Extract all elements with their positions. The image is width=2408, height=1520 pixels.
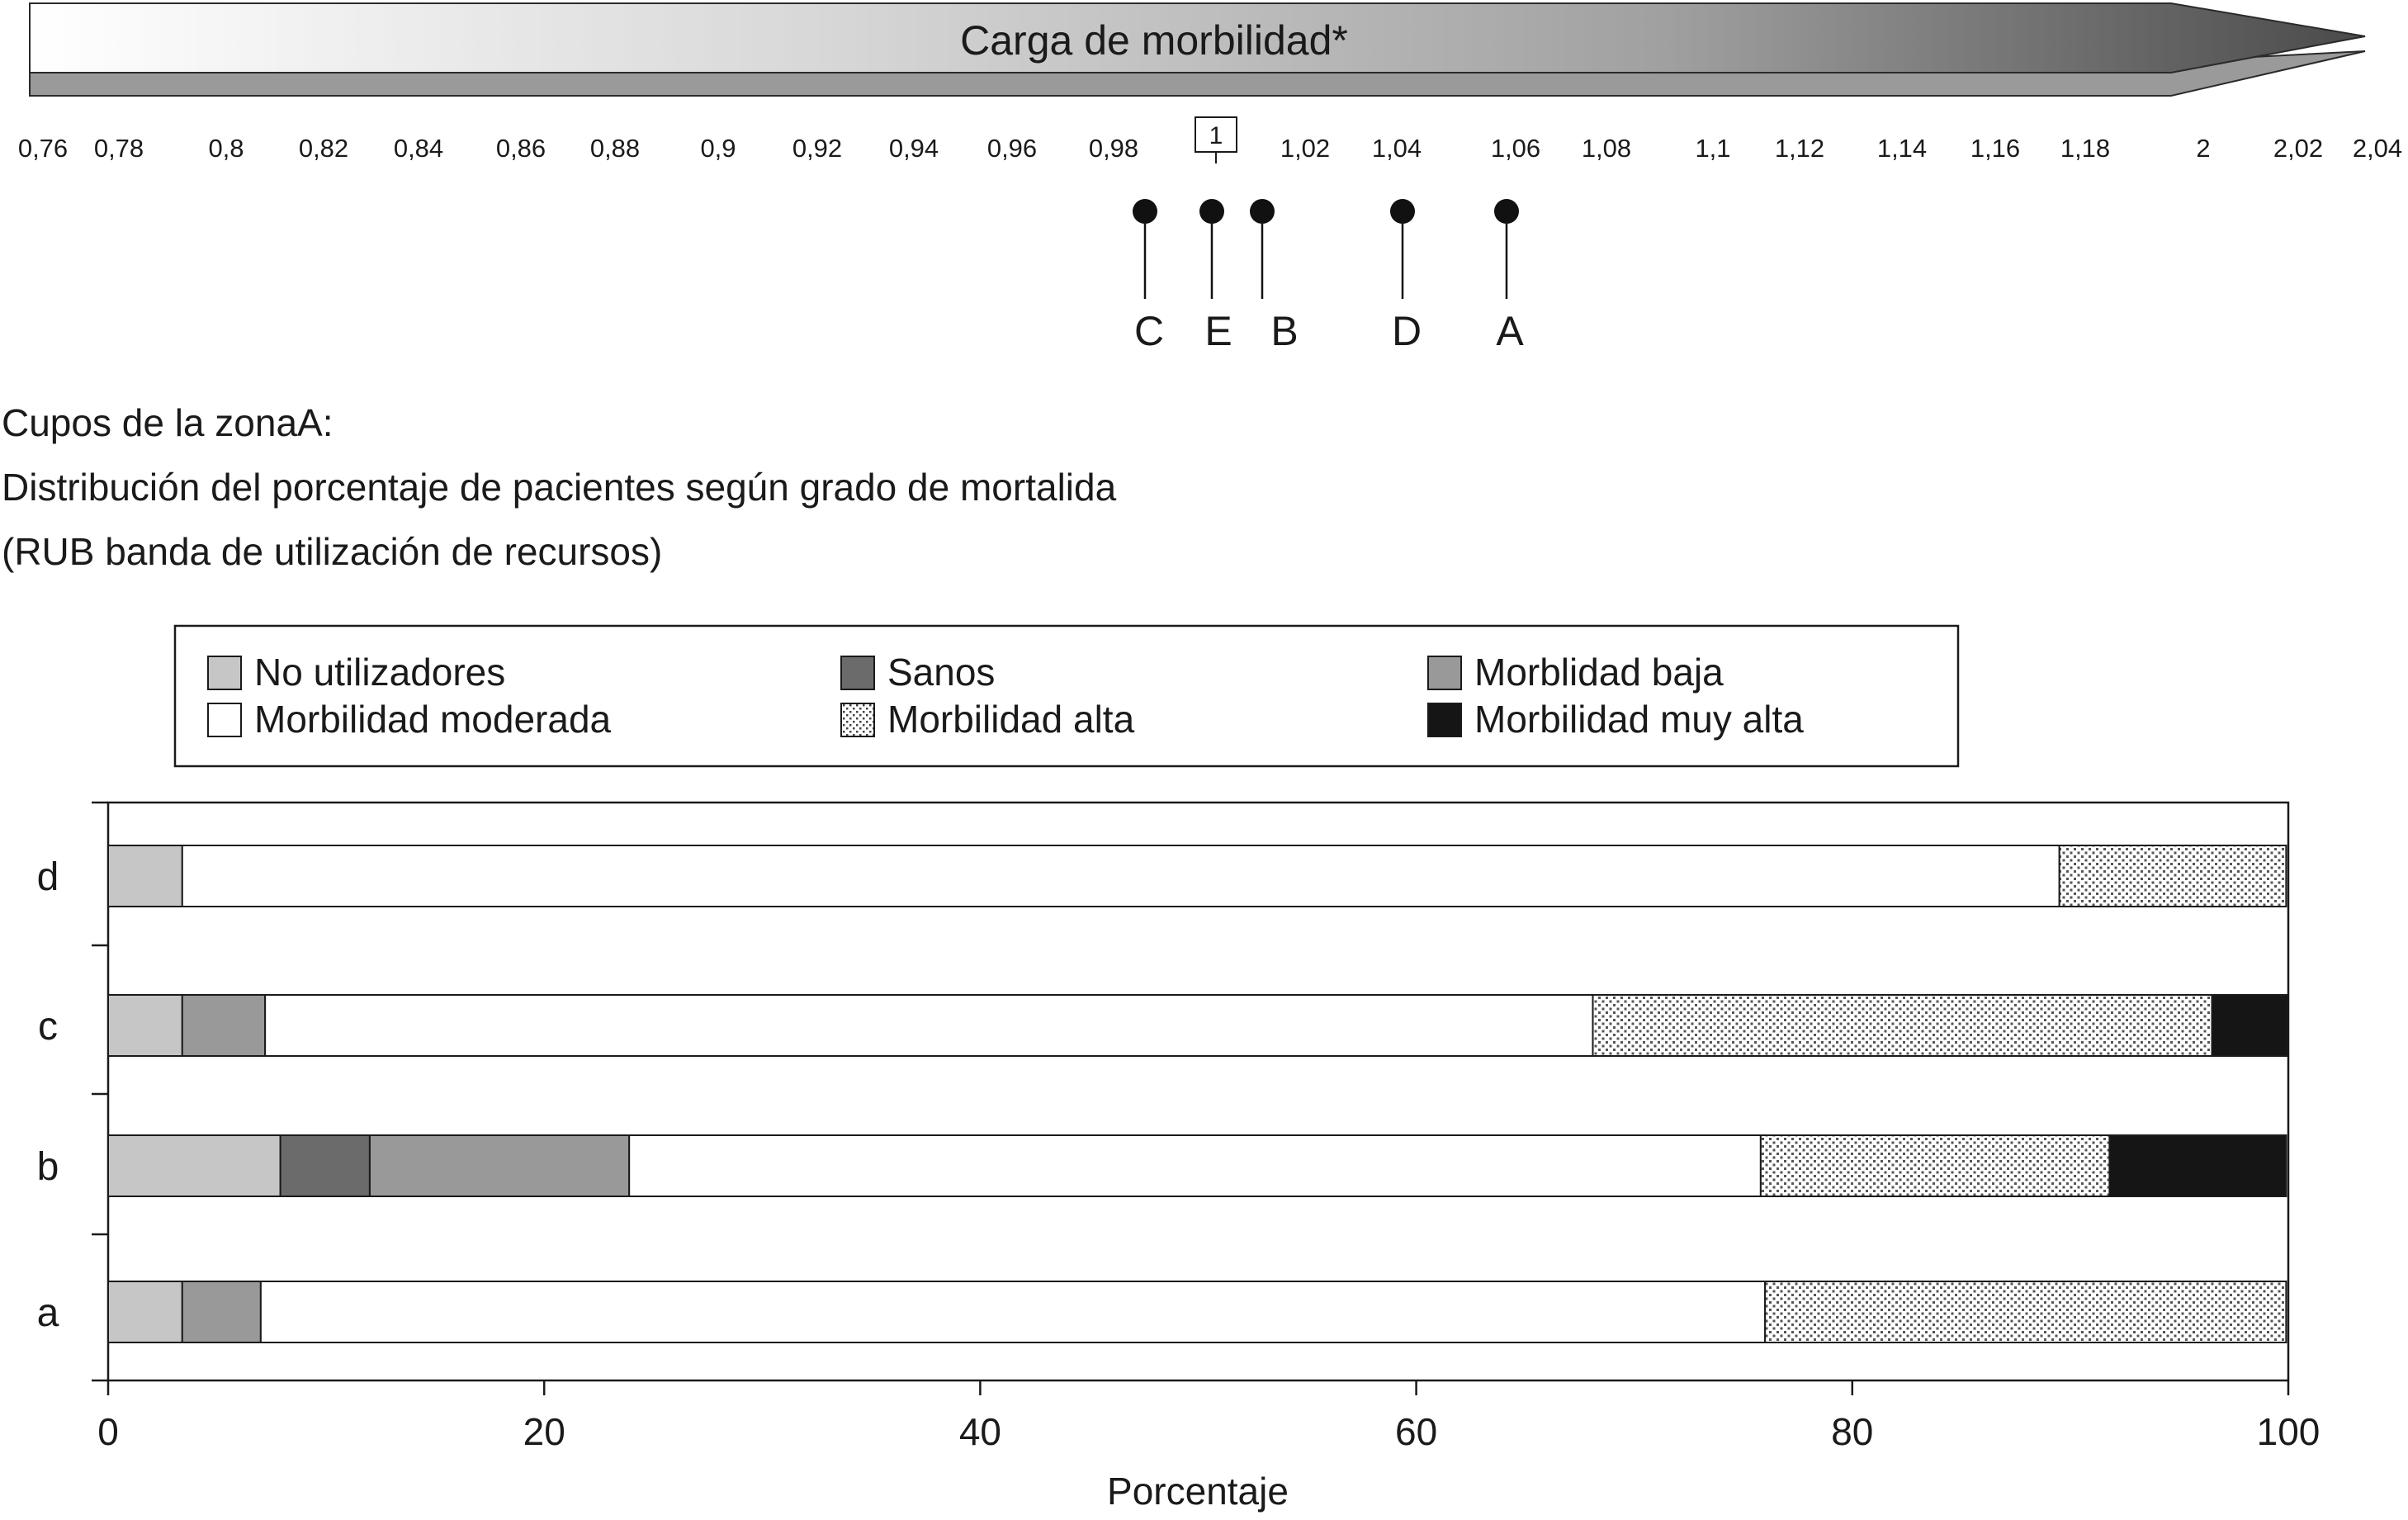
scale-tick-label: 0,88 — [589, 134, 641, 163]
legend-frame — [175, 626, 1958, 766]
scale-tick-label: 0,82 — [298, 134, 349, 163]
bar-segment — [2212, 995, 2288, 1056]
x-tick-label: 80 — [1831, 1410, 1874, 1453]
marker-label: A — [1496, 308, 1524, 354]
bar-segment — [1593, 995, 2212, 1056]
scale-tick-label: 0,94 — [888, 134, 939, 163]
legend-label: Morblidad baja — [1474, 651, 1724, 694]
morbidity-load-arrow — [30, 3, 2365, 96]
bar-segment — [281, 1135, 370, 1196]
scale-marker-d — [1390, 199, 1422, 354]
scale-marker-a — [1494, 199, 1524, 354]
legend-item — [841, 651, 995, 694]
scale-tick-label: 0,76 — [17, 134, 69, 163]
reference-marker — [1195, 117, 1237, 163]
legend-swatch — [1428, 656, 1461, 689]
legend-swatch — [841, 656, 874, 689]
legend-swatch — [841, 703, 874, 736]
scale-tick-label: 2,04 — [2352, 134, 2403, 163]
x-tick-label: 0 — [97, 1410, 119, 1453]
scale-marker-c — [1133, 199, 1164, 354]
scale-tick-label: 1,06 — [1490, 134, 1541, 163]
legend-swatch — [208, 656, 241, 689]
scale-tick-label: 2,02 — [2273, 134, 2324, 163]
bar-row-c — [108, 995, 2288, 1056]
bar-segment — [182, 1281, 261, 1342]
bar-segment — [2109, 1135, 2286, 1196]
x-axis — [97, 1380, 2320, 1453]
bar-segment — [182, 995, 265, 1056]
bar-segment — [108, 1281, 182, 1342]
bar-segment — [370, 1135, 629, 1196]
bar-segment — [108, 845, 182, 907]
arrow-title: Carga de morbilidad* — [960, 17, 1348, 64]
bar-segment — [108, 1135, 281, 1196]
bar-segment — [1761, 1135, 2110, 1196]
scale-tick-label: 2 — [2196, 134, 2211, 163]
bars — [108, 845, 2288, 1342]
marker-label: D — [1391, 308, 1422, 354]
bar-segment — [2060, 845, 2287, 907]
bar-row-a — [108, 1281, 2286, 1342]
bar-segment — [1765, 1281, 2286, 1342]
category-label: d — [36, 855, 59, 899]
bar-segment — [261, 1281, 1765, 1342]
scale-tick-label: 0,92 — [792, 134, 843, 163]
heading-line-3: (RUB banda de utilización de recursos) — [2, 530, 663, 573]
scale-tick-label: 1,1 — [1695, 134, 1731, 163]
x-tick-label: 40 — [958, 1410, 1001, 1453]
x-tick-label: 20 — [523, 1410, 565, 1453]
category-label: c — [38, 1005, 58, 1049]
scale-tick-label: 0,86 — [495, 134, 546, 163]
marker-dot — [1250, 199, 1275, 224]
scale-tick-label: 1,14 — [1876, 134, 1928, 163]
scale-tick-label: 0,9 — [700, 134, 736, 163]
scale-marker-e — [1199, 199, 1232, 354]
x-tick-label: 60 — [1395, 1410, 1438, 1453]
marker-dot — [1199, 199, 1224, 224]
marker-label: E — [1204, 308, 1232, 354]
scale-tick-label: 1,08 — [1581, 134, 1632, 163]
x-axis-title: Porcentaje — [1107, 1470, 1289, 1513]
legend-label: Sanos — [887, 651, 996, 694]
legend-swatch — [1428, 703, 1461, 736]
marker-label: C — [1133, 308, 1165, 354]
y-axis-ticks — [37, 803, 108, 1380]
legend-label: Morbilidad moderada — [254, 698, 612, 741]
scale-tick-label: 0,8 — [208, 134, 244, 163]
legend-item — [1428, 698, 1804, 741]
scale-tick-label: 1,02 — [1280, 134, 1331, 163]
bar-row-d — [108, 845, 2286, 907]
reference-label: 1 — [1209, 122, 1223, 149]
scale-tick-label: 1,12 — [1774, 134, 1825, 163]
scale-tick-label: 1,04 — [1371, 134, 1422, 163]
category-label: a — [36, 1291, 59, 1335]
marker-dot — [1494, 199, 1519, 224]
scale-marker-b — [1250, 199, 1299, 354]
scale-tick-label: 0,78 — [93, 134, 144, 163]
legend-item — [208, 698, 612, 741]
heading-line-1: Cupos de la zonaA: — [2, 401, 334, 444]
scale-tick-label: 0,98 — [1088, 134, 1139, 163]
scale-tick-label: 1,16 — [1970, 134, 2021, 163]
marker-dot — [1133, 199, 1157, 224]
x-tick-label: 100 — [2256, 1410, 2320, 1453]
bar-segment — [265, 995, 1592, 1056]
scale-markers — [1133, 199, 1524, 354]
category-label: b — [36, 1145, 59, 1189]
bar-segment — [182, 845, 2060, 907]
scale-tick-label: 1,18 — [2060, 134, 2111, 163]
bar-segment — [108, 995, 182, 1056]
bar-segment — [629, 1135, 1761, 1196]
legend — [175, 626, 1958, 766]
scale-tick-label: 0,84 — [393, 134, 444, 163]
bar-row-b — [108, 1135, 2286, 1196]
legend-label: No utilizadores — [254, 651, 506, 694]
heading-line-2: Distribución del porcentaje de pacientes según grado de mortalida — [2, 466, 1117, 509]
marker-dot — [1390, 199, 1415, 224]
legend-label: Morbilidad muy alta — [1474, 698, 1804, 741]
marker-label: B — [1270, 308, 1299, 354]
legend-swatch — [208, 703, 241, 736]
scale-tick-label: 0,96 — [986, 134, 1038, 163]
legend-label: Morbilidad alta — [887, 698, 1135, 741]
bar-chart — [37, 803, 2320, 1513]
